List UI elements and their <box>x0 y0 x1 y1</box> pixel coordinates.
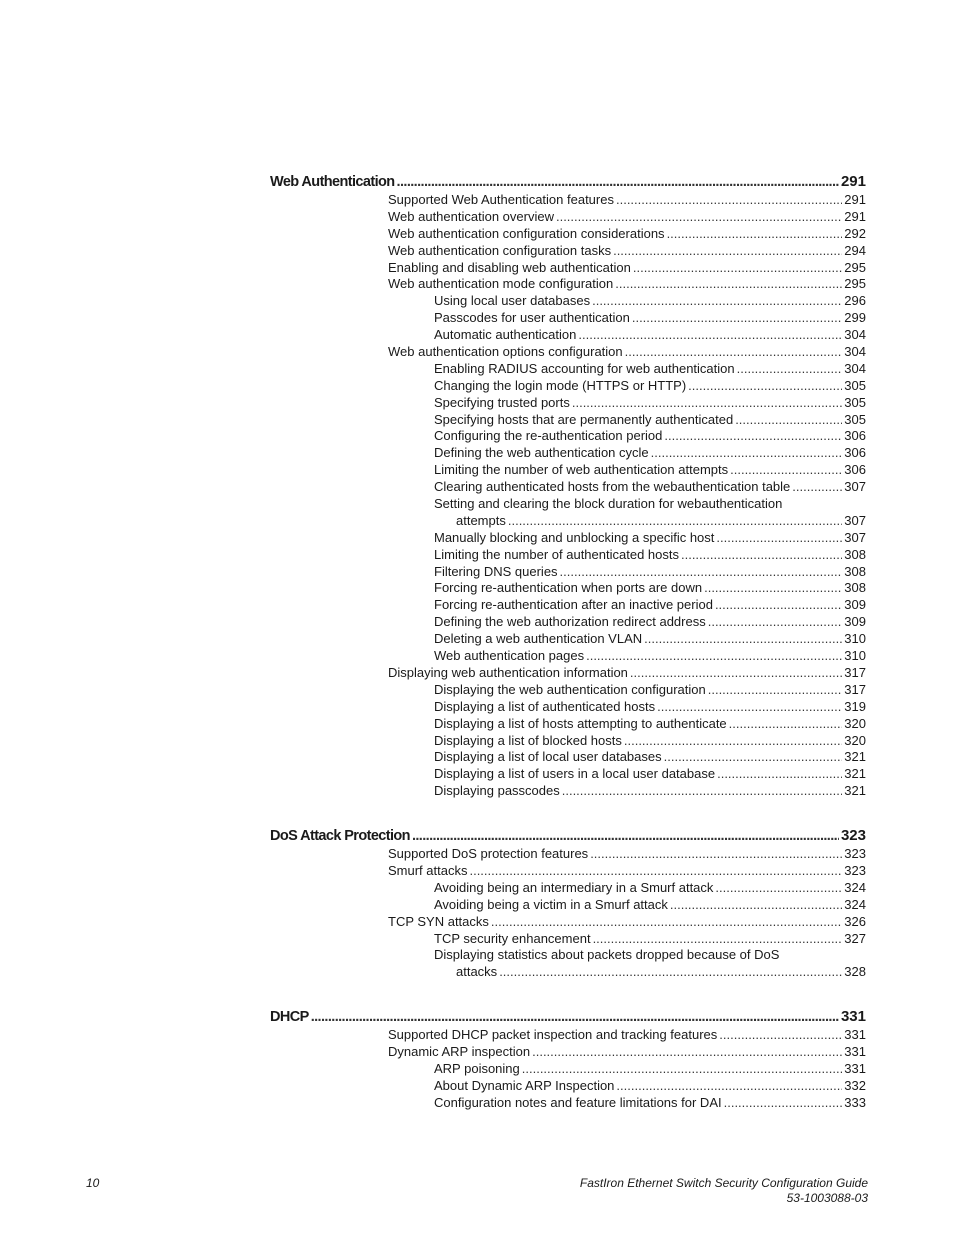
toc-entry-title: Displaying a list of local user databases <box>434 749 662 765</box>
toc-entry-title: TCP security enhancement <box>434 930 591 946</box>
toc-chapter <box>270 172 866 800</box>
toc-subsection-entry[interactable] <box>270 564 866 581</box>
toc-page-number: 321 <box>844 783 866 799</box>
toc-entry-title: Displaying a list of blocked hosts <box>434 732 622 748</box>
dot-leader <box>664 428 842 445</box>
toc-subsection-entry[interactable] <box>270 648 866 665</box>
toc-page-number: 304 <box>844 327 866 343</box>
dot-leader <box>592 293 842 310</box>
toc-subsection-entry[interactable] <box>270 479 866 496</box>
toc-entry-title: Enabling and disabling web authentication <box>388 259 631 275</box>
footer-doc-number: 53-1003088-03 <box>786 1191 868 1205</box>
dot-leader <box>586 648 842 665</box>
toc-section-entry[interactable] <box>270 192 866 209</box>
toc-entry-title: Web authentication configuration considerations <box>388 225 665 241</box>
toc-subsection-entry[interactable] <box>270 1078 866 1095</box>
toc-page-number: 305 <box>844 377 866 393</box>
toc-entry-title: attacks <box>456 964 498 980</box>
dot-leader <box>562 783 843 800</box>
dot-leader <box>616 192 842 209</box>
dot-leader <box>730 462 842 479</box>
toc-page-number: 299 <box>844 310 866 326</box>
toc-page-number: 305 <box>844 411 866 427</box>
dot-leader <box>657 699 842 716</box>
toc-page-number: 323 <box>844 862 866 878</box>
toc-entry-title: Dynamic ARP inspection <box>388 1044 531 1060</box>
toc-page-number: 327 <box>844 930 866 946</box>
toc-entry-title: Automatic authentication <box>434 327 577 343</box>
dot-leader <box>632 310 842 327</box>
toc-page-number: 295 <box>844 276 866 292</box>
dot-leader <box>724 1095 843 1112</box>
toc-subsection-entry[interactable] <box>270 580 866 597</box>
toc-page-number: 310 <box>844 631 866 647</box>
dot-leader <box>688 378 842 395</box>
footer-doc-info <box>580 1176 868 1206</box>
toc-subsection-entry[interactable] <box>270 361 866 378</box>
dot-leader <box>499 964 842 981</box>
toc-entry-title: Defining the web authorization redirect address <box>434 614 706 630</box>
toc-page-number: 304 <box>844 344 866 360</box>
toc-subsection-entry[interactable] <box>270 631 866 648</box>
toc-section-entry[interactable] <box>270 665 866 682</box>
dot-leader <box>719 1027 842 1044</box>
toc-subsection-entry[interactable] <box>270 897 866 914</box>
toc-page-number: 323 <box>844 846 866 862</box>
dot-leader <box>651 445 843 462</box>
dot-leader <box>593 931 843 948</box>
toc-subsection-entry[interactable] <box>270 1095 866 1112</box>
toc-entry-title: Displaying web authentication information <box>388 664 628 680</box>
toc-section-entry[interactable] <box>270 914 866 931</box>
toc-entry-title: Avoiding being a victim in a Smurf attack <box>434 896 668 912</box>
toc-subsection-entry[interactable] <box>270 783 866 800</box>
toc-page-number: 319 <box>844 698 866 714</box>
dot-leader <box>704 580 842 597</box>
dot-leader <box>715 880 842 897</box>
toc-page-number: 324 <box>844 879 866 895</box>
toc-entry-title: Displaying passcodes <box>434 783 560 799</box>
toc-page-number: 306 <box>844 445 866 461</box>
toc-page-number: 331 <box>844 1044 866 1060</box>
toc-entry-title: Configuration notes and feature limitations for DAI <box>434 1094 722 1110</box>
toc-entry-title: Deleting a web authentication VLAN <box>434 631 643 647</box>
toc-entry-continuation[interactable] <box>270 513 866 530</box>
toc-chapter-heading[interactable] <box>270 826 866 846</box>
toc-entry-title: Web authentication configuration tasks <box>388 242 612 258</box>
dot-leader <box>792 479 842 496</box>
toc-subsection-entry[interactable] <box>270 412 866 429</box>
toc-subsection-entry[interactable] <box>270 310 866 327</box>
toc-entry-title: Supported DoS protection features <box>388 846 589 862</box>
dot-leader <box>311 1007 839 1027</box>
toc-section-entry[interactable] <box>270 1044 866 1061</box>
toc-page-number: 328 <box>844 964 866 980</box>
toc-subsection-entry[interactable] <box>270 1061 866 1078</box>
table-of-contents <box>270 170 866 1138</box>
toc-entry-title: Filtering DNS queries <box>434 563 558 579</box>
dot-leader <box>508 513 842 530</box>
toc-page-number: 317 <box>844 681 866 697</box>
toc-page-number: 331 <box>840 1008 866 1026</box>
toc-page-number: 320 <box>844 715 866 731</box>
toc-entry-title: DHCP <box>270 1009 309 1026</box>
toc-page-number: 321 <box>844 749 866 765</box>
toc-entry-title: Clearing authenticated hosts from the webauthentication table <box>434 479 791 495</box>
dot-leader <box>681 547 842 564</box>
dot-leader <box>624 733 842 750</box>
toc-entry-title: Using local user databases <box>434 293 591 309</box>
toc-entry-title: DoS Attack Protection <box>270 828 410 845</box>
toc-entry-title: Limiting the number of authenticated hosts <box>434 546 679 562</box>
toc-entry-title: Manually blocking and unblocking a specific host <box>434 529 715 545</box>
dot-leader <box>717 766 842 783</box>
toc-entry-title: Web Authentication <box>270 174 395 190</box>
toc-page-number: 307 <box>844 512 866 528</box>
dot-leader <box>560 564 843 581</box>
toc-entry-title: Passcodes for user authentication <box>434 310 630 326</box>
toc-entry-title: Configuring the re-authentication period <box>434 428 663 444</box>
toc-page-number: 292 <box>844 225 866 241</box>
toc-entry-title: Limiting the number of web authentication attempts <box>434 462 729 478</box>
toc-page-number: 291 <box>844 208 866 224</box>
toc-subsection-entry[interactable] <box>270 378 866 395</box>
toc-page-number: 294 <box>844 242 866 258</box>
toc-section-entry[interactable] <box>270 344 866 361</box>
toc-entry-title: Forcing re-authentication after an inactive period <box>434 597 713 613</box>
toc-page-number: 320 <box>844 732 866 748</box>
toc-entry-title: Changing the login mode (HTTPS or HTTP) <box>434 377 687 393</box>
toc-subsection-entry[interactable] <box>270 327 866 344</box>
footer-page-number: 10 <box>86 1176 100 1190</box>
toc-chapter <box>270 826 866 981</box>
dot-leader <box>616 1078 842 1095</box>
toc-page-number: 295 <box>844 259 866 275</box>
toc-page-number: 326 <box>844 913 866 929</box>
toc-entry-title: ARP poisoning <box>434 1060 520 1076</box>
dot-leader <box>729 716 843 733</box>
toc-entry-wrapped[interactable]: Setting and clearing the block duration for webauthentication <box>434 496 783 512</box>
toc-chapter-heading[interactable] <box>270 1007 866 1027</box>
dot-leader <box>716 530 842 547</box>
toc-page-number: 309 <box>844 614 866 630</box>
toc-subsection-entry[interactable] <box>270 716 866 733</box>
toc-page-number: 308 <box>844 580 866 596</box>
dot-leader <box>664 749 843 766</box>
dot-leader <box>644 631 842 648</box>
toc-entry-title: Avoiding being an intermediary in a Smurf attack <box>434 879 714 895</box>
toc-page-number: 324 <box>844 896 866 912</box>
toc-subsection-entry[interactable] <box>270 766 866 783</box>
toc-entry-title: Supported Web Authentication features <box>388 192 614 207</box>
dot-leader <box>708 682 843 699</box>
toc-entry-continuation[interactable] <box>270 964 866 981</box>
dot-leader <box>735 412 842 429</box>
toc-entry-title: Web authentication options configuration <box>388 344 623 360</box>
toc-subsection-entry[interactable] <box>270 462 866 479</box>
dot-leader <box>469 863 842 880</box>
toc-entry-title: Displaying a list of authenticated hosts <box>434 698 656 714</box>
dot-leader <box>715 597 842 614</box>
toc-page-number: 323 <box>840 827 866 845</box>
toc-subsection-entry[interactable] <box>270 293 866 310</box>
toc-section-entry[interactable] <box>270 863 866 880</box>
toc-page-number: 308 <box>844 563 866 579</box>
dot-leader <box>491 914 842 931</box>
toc-page-number: 310 <box>844 648 866 664</box>
toc-page-number: 308 <box>844 546 866 562</box>
toc-entry-title: Specifying trusted ports <box>434 394 570 410</box>
toc-page-number: 307 <box>844 479 866 495</box>
toc-page-number: 305 <box>844 394 866 410</box>
dot-leader <box>633 260 842 277</box>
toc-subsection-entry[interactable] <box>270 749 866 766</box>
toc-chapter <box>270 1007 866 1111</box>
toc-section-entry[interactable] <box>270 226 866 243</box>
toc-page-number: 317 <box>844 664 866 680</box>
toc-subsection-entry[interactable] <box>270 733 866 750</box>
dot-leader <box>708 614 843 631</box>
toc-entry-title: Supported DHCP packet inspection and tracking features <box>388 1027 718 1043</box>
toc-page-number: 291 <box>840 173 866 190</box>
toc-subsection-entry[interactable] <box>270 428 866 445</box>
toc-subsection-entry[interactable] <box>270 614 866 631</box>
toc-entry-title: Smurf attacks <box>388 862 468 878</box>
toc-page-number: 321 <box>844 766 866 782</box>
toc-entry-title: Defining the web authentication cycle <box>434 445 649 461</box>
toc-subsection-entry[interactable] <box>270 547 866 564</box>
dot-leader <box>615 276 842 293</box>
toc-page-number: 306 <box>844 428 866 444</box>
toc-entry-title: Web authentication overview <box>388 208 554 224</box>
toc-subsection-entry[interactable] <box>270 597 866 614</box>
toc-page-number: 333 <box>844 1094 866 1110</box>
toc-entry-title: Specifying hosts that are permanently authenticated <box>434 411 734 427</box>
toc-entry-wrapped[interactable]: Displaying statistics about packets dropped because of DoS <box>434 947 780 963</box>
toc-entry-title: TCP SYN attacks <box>388 913 489 929</box>
toc-subsection-entry[interactable] <box>270 530 866 547</box>
toc-subsection-entry[interactable] <box>270 682 866 699</box>
dot-leader <box>613 243 842 260</box>
dot-leader <box>556 209 842 226</box>
toc-entry-title: Web authentication pages <box>434 648 585 664</box>
toc-entry-title: Web authentication mode configuration <box>388 276 614 292</box>
toc-subsection-entry[interactable] <box>270 395 866 412</box>
toc-page-number: 306 <box>844 462 866 478</box>
dot-leader <box>522 1061 843 1078</box>
toc-section-entry[interactable] <box>270 260 866 277</box>
toc-entry-title: Enabling RADIUS accounting for web authentication <box>434 360 735 376</box>
toc-entry-title: Displaying a list of hosts attempting to authenticate <box>434 715 727 731</box>
toc-page-number: 309 <box>844 597 866 613</box>
toc-subsection-entry[interactable] <box>270 445 866 462</box>
dot-leader <box>667 226 843 243</box>
toc-subsection-entry[interactable] <box>270 880 866 897</box>
dot-leader <box>397 172 839 192</box>
toc-section-entry[interactable] <box>270 276 866 293</box>
dot-leader <box>670 897 842 914</box>
toc-page-number: 304 <box>844 360 866 376</box>
dot-leader <box>737 361 843 378</box>
toc-page-number: 307 <box>844 529 866 545</box>
dot-leader <box>572 395 842 412</box>
toc-section-entry[interactable] <box>270 209 866 226</box>
footer-doc-title: FastIron Ethernet Switch Security Configuration Guide <box>579 1176 868 1190</box>
toc-page-number: 331 <box>844 1027 866 1043</box>
dot-leader <box>532 1044 842 1061</box>
toc-page-number: 291 <box>844 192 866 207</box>
toc-section-entry[interactable] <box>270 846 866 863</box>
toc-page-number: 331 <box>844 1060 866 1076</box>
toc-page-number: 332 <box>844 1077 866 1093</box>
dot-leader <box>625 344 843 361</box>
toc-chapter-heading[interactable] <box>270 172 866 192</box>
toc-entry-title: attempts <box>456 512 506 528</box>
toc-subsection-entry[interactable] <box>270 931 866 948</box>
toc-entry-title: Displaying a list of users in a local user database <box>434 766 716 782</box>
dot-leader <box>412 826 839 846</box>
toc-entry-title: Displaying the web authentication configuration <box>434 681 706 697</box>
toc-entry-title: Forcing re-authentication when ports are down <box>434 580 703 596</box>
dot-leader <box>590 846 842 863</box>
toc-subsection-entry[interactable] <box>270 699 866 716</box>
toc-page-number: 296 <box>844 293 866 309</box>
toc-section-entry[interactable] <box>270 1027 866 1044</box>
dot-leader <box>630 665 842 682</box>
toc-entry-title: About Dynamic ARP Inspection <box>434 1077 615 1093</box>
dot-leader <box>578 327 842 344</box>
toc-section-entry[interactable] <box>270 243 866 260</box>
